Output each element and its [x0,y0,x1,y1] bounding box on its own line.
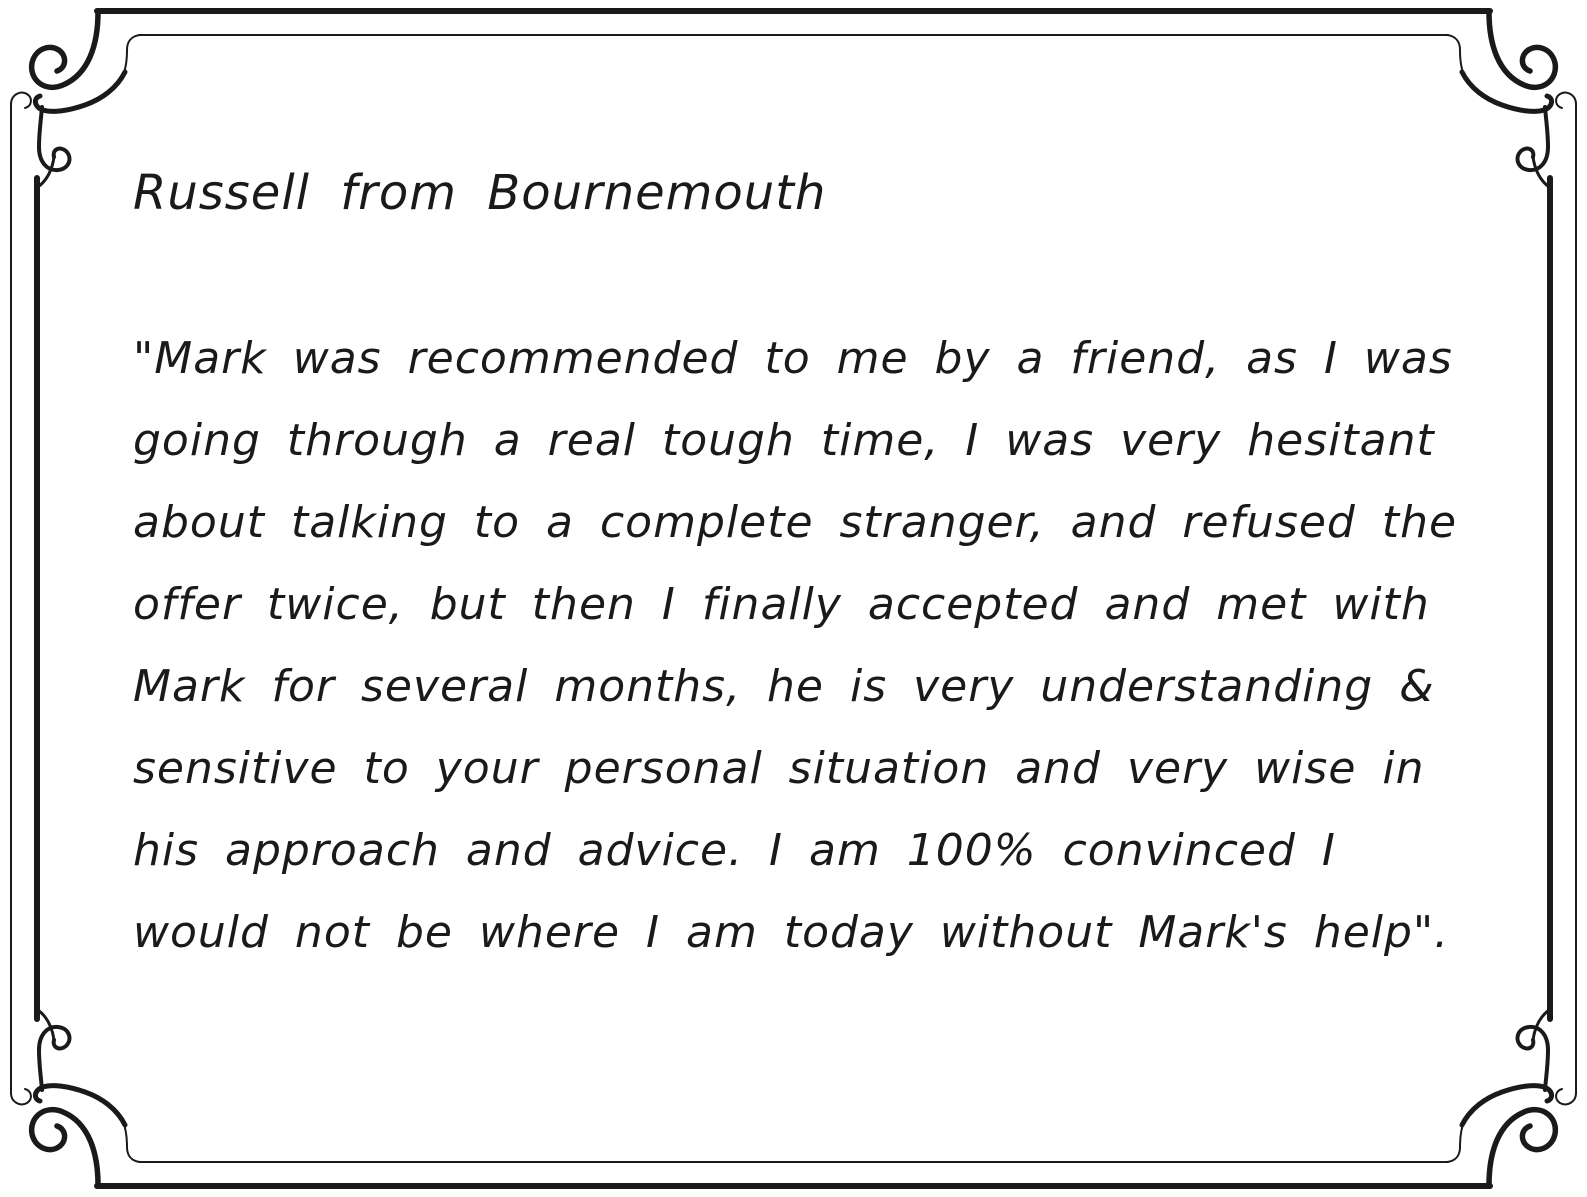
corner-flourish-bottom-right [1447,1010,1576,1185]
quote-line: "Mark was recommended to me by a friend, as I was [133,333,1453,384]
quote-line: about talking to a complete stranger, and refused the [133,497,1458,548]
quote-line: would not be where I am today without Mark's help". [133,907,1450,958]
quote-line: offer twice, but then I finally accepted and met with [133,579,1430,630]
quote-block [133,318,1473,974]
corner-flourish-top-left [11,12,140,187]
attribution: Russell from Bournemouth [133,165,827,221]
corner-flourish-bottom-left [11,1010,140,1185]
quote-line: his approach and advice. I am 100% convinced I [133,825,1336,876]
attribution-block [133,155,1467,231]
quote-line: going through a real tough time, I was very hesitant [133,415,1435,466]
quote-line: sensitive to your personal situation and very wise in [133,743,1425,794]
quote-line: Mark for several months, he is very understanding & [133,661,1435,712]
